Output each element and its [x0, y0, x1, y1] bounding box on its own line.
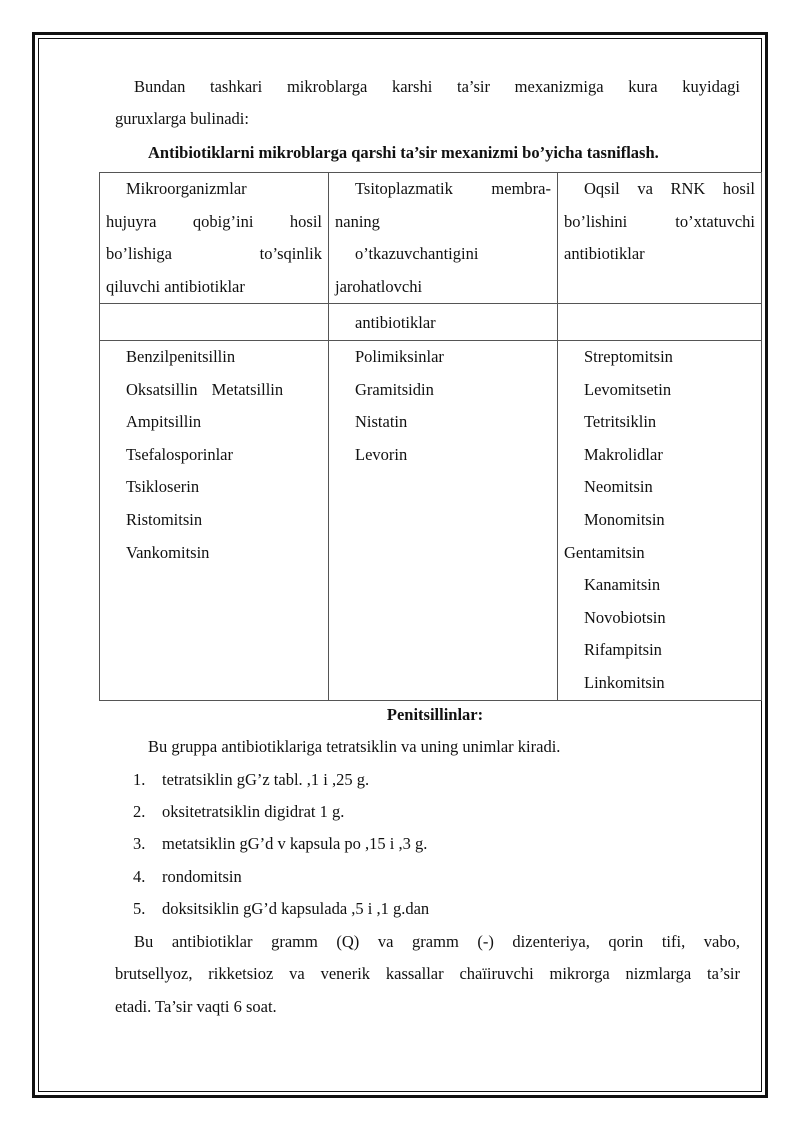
list-item-1: tetratsiklin gG’z tabl. ,1 i ,25 g.	[162, 770, 370, 789]
header-cell-1	[100, 173, 329, 304]
header-3-line-2: bo’lishini to’xtatuvchi	[564, 211, 755, 231]
list-item: Benzilpenitsillin	[126, 347, 236, 366]
table-title: Antibiotiklarni mikroblarga qarshi ta’sir mexanizmi bo’yicha tasniflash.	[148, 143, 659, 162]
list-num-3: 3.	[133, 834, 146, 853]
closing-line-1: Bu antibiotiklar gramm (Q) va gramm (-) dizenteriya, qorin tifi, vabo,	[134, 932, 740, 951]
list-item: Gentamitsin	[564, 542, 645, 562]
subheader-cell-1	[100, 304, 329, 341]
header-3-line-1: Oqsil va RNK hosil	[584, 179, 755, 198]
list-num-1: 1.	[133, 770, 146, 789]
header-1-line-3: bo’lishiga to’sqinlik	[106, 244, 322, 263]
header-1-line-2: hujuyra qobig’ini hosil	[106, 211, 322, 231]
table-header-row	[100, 173, 762, 304]
list-item: Rifampitsin	[584, 640, 662, 660]
list-item: Nistatin	[355, 412, 408, 432]
list-item: Oksatsillin Metatsillin	[126, 379, 284, 399]
list-item: Streptomitsin	[584, 347, 673, 366]
list-num-4: 4.	[133, 867, 146, 886]
list-item-2: oksitetratsiklin digidrat 1 g.	[162, 802, 345, 821]
subheader-cell-3	[558, 304, 762, 341]
list-item: Tsikloserin	[126, 477, 200, 497]
closing-line-3: etadi. Ta’sir vaqti 6 soat.	[115, 997, 277, 1016]
list-item: Linkomitsin	[584, 672, 665, 692]
header-2-line-5: antibiotiklar	[329, 303, 557, 340]
list-item: Gramitsidin	[355, 379, 434, 399]
intro-line-2: guruxlarga bulinadi:	[115, 109, 249, 128]
list-num-2: 2.	[133, 802, 146, 821]
header-3-line-3: antibiotiklar	[564, 244, 645, 263]
list-item: Novobiotsin	[584, 607, 666, 627]
header-2-line-3: o’tkazuvchantigini	[355, 244, 479, 263]
list-item: Levomitsetin	[584, 379, 672, 399]
closing-line-2: brutsellyoz, rikketsioz va venerik kassallar chaïiruvchi mikrorga nizmlarga ta’sir	[115, 964, 740, 983]
intro-line-1: Bundan tashkari mikroblarga karshi ta’sir mexanizmiga kura kuyidagi	[134, 77, 740, 96]
list-item: Ristomitsin	[126, 509, 203, 529]
header-2-line-4: jarohatlovchi	[335, 276, 423, 296]
header-cell-3	[558, 173, 762, 304]
section-intro: Bu gruppa antibiotiklariga tetratsiklin va uning unimlar kiradi.	[148, 737, 561, 756]
list-item: Tsefalosporinlar	[126, 444, 233, 464]
antibiotics-table	[99, 172, 762, 701]
table-body-row	[100, 341, 762, 701]
header-2-line-2: naning	[335, 211, 380, 231]
list-item: Makrolidlar	[584, 444, 663, 464]
list-item: Kanamitsin	[584, 575, 661, 595]
header-2-line-1: Tsitoplazmatik membra-	[355, 179, 551, 198]
section-title: Penitsillinlar:	[386, 705, 484, 724]
header-1-line-4: qiluvchi antibiotiklar	[106, 276, 245, 296]
column-cell-2	[329, 341, 558, 701]
list-num-5: 5.	[133, 899, 146, 918]
list-item-4: rondomitsin	[162, 867, 242, 886]
list-item: Ampitsillin	[126, 412, 202, 432]
list-item: Vankomitsin	[126, 542, 210, 562]
list-item: Polimiksinlar	[355, 347, 444, 366]
list-item: Monomitsin	[584, 509, 665, 529]
list-item: Tetritsiklin	[584, 412, 657, 432]
list-item: Neomitsin	[584, 477, 653, 497]
column-cell-1	[100, 341, 329, 701]
header-1-line-1: Mikroorganizmlar	[126, 179, 247, 198]
list-item-3: metatsiklin gG’d v kapsula po ,15 i ,3 g.	[162, 834, 428, 853]
header-cell-2	[329, 173, 558, 341]
column-cell-3	[558, 341, 762, 701]
list-item: Levorin	[355, 444, 408, 464]
list-item-5: doksitsiklin gG’d kapsulada ,5 i ,1 g.dan	[162, 899, 430, 918]
